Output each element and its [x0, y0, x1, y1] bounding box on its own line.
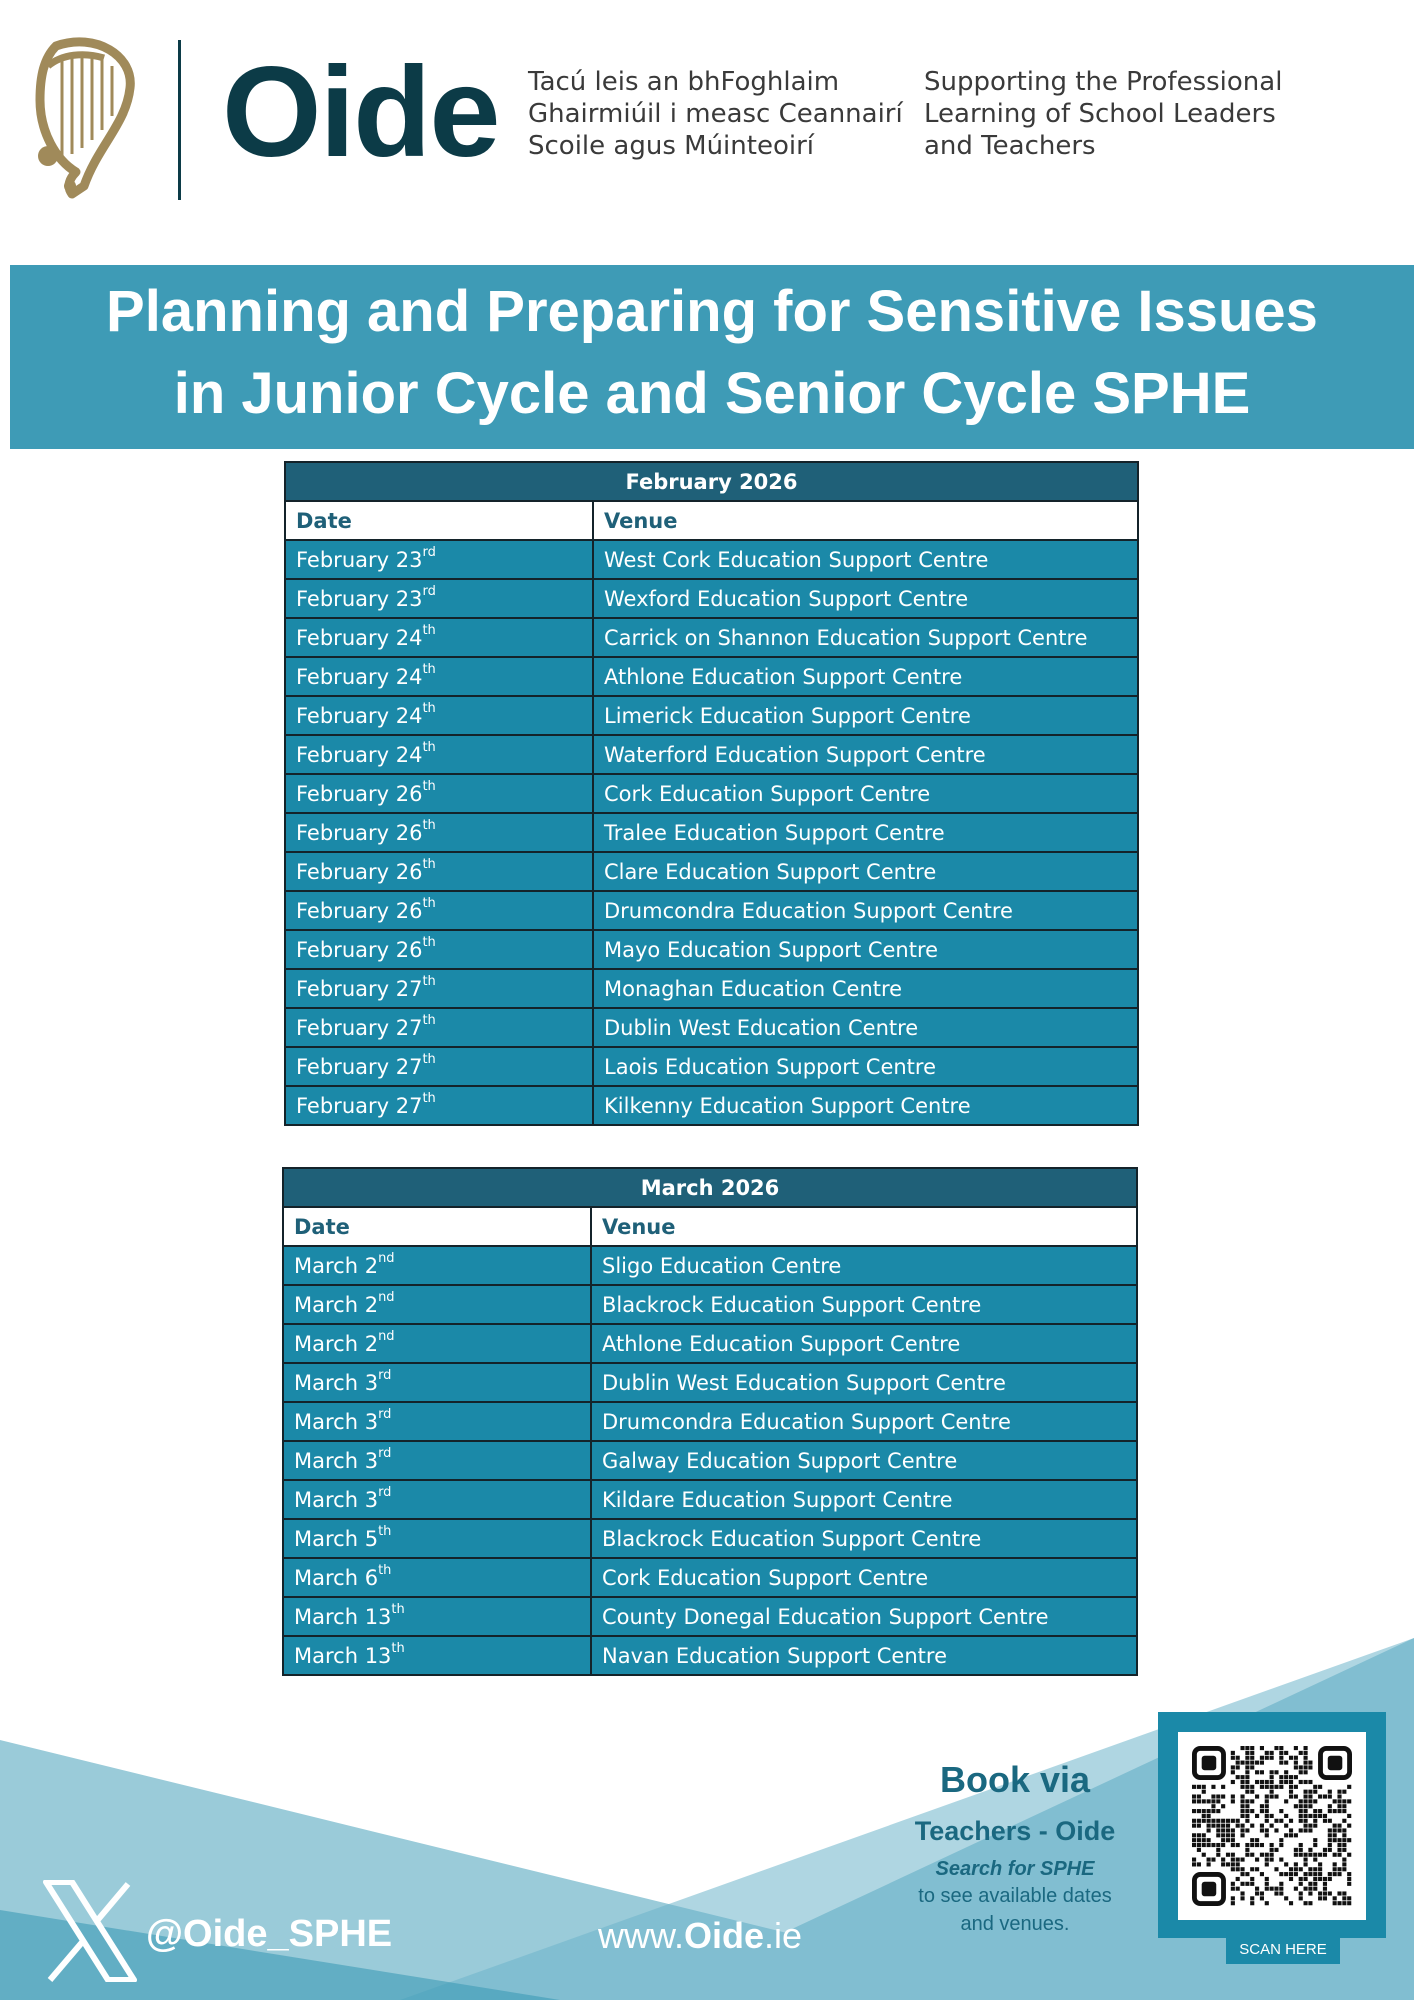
oide-logo: Oide [222, 41, 499, 184]
date-day: February 26 [296, 937, 423, 962]
date-cell [283, 1480, 591, 1519]
march-schedule-table [282, 1167, 1138, 1676]
date-cell [283, 1402, 591, 1441]
website-suffix: .ie [764, 1915, 803, 1956]
scan-here-label: SCAN HERE [1226, 1936, 1340, 1964]
venue-cell: Carrick on Shannon Education Support Centre [593, 618, 1138, 657]
date-cell [285, 618, 593, 657]
date-cell [285, 774, 593, 813]
date-day: February 27 [296, 1093, 423, 1118]
title-banner [10, 265, 1414, 449]
table-row [285, 618, 1138, 657]
date-day: February 23 [296, 547, 423, 572]
harp-icon [26, 36, 138, 200]
date-day: February 27 [296, 1054, 423, 1079]
website-name: Oide [684, 1915, 765, 1956]
date-ordinal-suffix: rd [378, 1445, 392, 1461]
date-day: February 26 [296, 820, 423, 845]
table-row [285, 930, 1138, 969]
date-cell [283, 1285, 591, 1324]
date-day: February 24 [296, 703, 423, 728]
book-via-title: Book via [939, 1759, 1091, 1800]
date-cell [283, 1519, 591, 1558]
date-ordinal-suffix: rd [378, 1484, 392, 1500]
date-ordinal-suffix: th [422, 1012, 436, 1028]
table-row [285, 735, 1138, 774]
table-row [285, 813, 1138, 852]
date-day: March 5 [294, 1526, 379, 1551]
venue-cell: Laois Education Support Centre [593, 1047, 1138, 1086]
february-rows [285, 540, 1138, 1125]
venue-cell: Blackrock Education Support Centre [591, 1519, 1137, 1558]
book-search-hint: Search for SPHE [935, 1858, 1095, 1880]
venue-cell: Blackrock Education Support Centre [591, 1285, 1137, 1324]
table-row [285, 1047, 1138, 1086]
tagline-irish-line: Ghairmiúil i measc Ceannairí [528, 99, 903, 129]
date-day: March 3 [294, 1448, 379, 1473]
date-column-header: Date [283, 1207, 591, 1246]
date-cell [283, 1246, 591, 1285]
venue-cell: Kildare Education Support Centre [591, 1480, 1137, 1519]
venue-cell: Dublin West Education Centre [593, 1008, 1138, 1047]
table-row [283, 1480, 1137, 1519]
table-row [285, 540, 1138, 579]
date-day: February 27 [296, 976, 423, 1001]
date-cell [283, 1324, 591, 1363]
tagline-irish-line: Scoile agus Múinteoirí [528, 131, 814, 161]
date-day: March 13 [294, 1604, 392, 1629]
venue-cell: Cork Education Support Centre [593, 774, 1138, 813]
date-day: March 6 [294, 1565, 379, 1590]
date-column-header: Date [285, 501, 593, 540]
date-ordinal-suffix: rd [422, 583, 436, 599]
date-cell [285, 540, 593, 579]
booking-info [900, 1758, 1130, 1938]
website-link[interactable] [598, 1912, 802, 1960]
date-day: February 24 [296, 625, 423, 650]
date-cell [285, 891, 593, 930]
table-row [283, 1246, 1137, 1285]
date-day: February 27 [296, 1015, 423, 1040]
table-row [283, 1324, 1137, 1363]
date-cell [283, 1441, 591, 1480]
date-cell [285, 813, 593, 852]
venue-cell: Clare Education Support Centre [593, 852, 1138, 891]
venue-cell: West Cork Education Support Centre [593, 540, 1138, 579]
venue-cell: Athlone Education Support Centre [591, 1324, 1137, 1363]
book-via-source: Teachers - Oide [914, 1816, 1116, 1846]
march-rows [283, 1246, 1137, 1675]
table-row [285, 891, 1138, 930]
venue-cell: Drumcondra Education Support Centre [593, 891, 1138, 930]
header [0, 0, 1414, 260]
table-row [283, 1402, 1137, 1441]
date-cell [285, 735, 593, 774]
website-prefix: www. [598, 1915, 685, 1956]
date-ordinal-suffix: th [422, 622, 436, 638]
qr-code-area [1178, 1732, 1366, 1920]
date-ordinal-suffix: rd [378, 1406, 392, 1422]
venue-cell: Tralee Education Support Centre [593, 813, 1138, 852]
table-row [285, 969, 1138, 1008]
date-day: March 2 [294, 1292, 379, 1317]
date-ordinal-suffix: nd [378, 1328, 395, 1344]
venue-column-header: Venue [591, 1207, 1137, 1246]
tagline-irish [528, 66, 903, 162]
tagline-irish-line: Tacú leis an bhFoghlaim [528, 67, 840, 97]
date-ordinal-suffix: th [422, 934, 436, 950]
tagline-english [924, 66, 1282, 162]
tagline-english-line: and Teachers [924, 131, 1096, 161]
date-ordinal-suffix: th [422, 973, 436, 989]
date-cell [285, 852, 593, 891]
date-ordinal-suffix: rd [378, 1367, 392, 1383]
page-title-line-2: in Junior Cycle and Senior Cycle SPHE [173, 361, 1251, 426]
venue-cell: Galway Education Support Centre [591, 1441, 1137, 1480]
date-cell [285, 1086, 593, 1125]
venue-cell: County Donegal Education Support Centre [591, 1597, 1137, 1636]
date-ordinal-suffix: th [422, 1090, 436, 1106]
table-row [283, 1441, 1137, 1480]
date-ordinal-suffix: th [422, 856, 436, 872]
date-day: March 3 [294, 1409, 379, 1434]
table-row [285, 852, 1138, 891]
date-cell [285, 1008, 593, 1047]
table-row [283, 1519, 1137, 1558]
table-row [285, 579, 1138, 618]
date-ordinal-suffix: th [391, 1640, 405, 1656]
qr-code-icon[interactable] [1192, 1746, 1352, 1906]
date-cell [285, 696, 593, 735]
date-ordinal-suffix: th [422, 739, 436, 755]
venue-cell: Sligo Education Centre [591, 1246, 1137, 1285]
date-day: February 26 [296, 781, 423, 806]
date-day: February 26 [296, 859, 423, 884]
table-row [285, 774, 1138, 813]
date-cell [285, 969, 593, 1008]
venue-cell: Mayo Education Support Centre [593, 930, 1138, 969]
venue-cell: Dublin West Education Support Centre [591, 1363, 1137, 1402]
venue-cell: Drumcondra Education Support Centre [591, 1402, 1137, 1441]
table-row [285, 1086, 1138, 1125]
february-heading: February 2026 [285, 462, 1138, 501]
date-day: February 24 [296, 664, 423, 689]
date-ordinal-suffix: nd [378, 1250, 395, 1266]
february-schedule-table [284, 461, 1139, 1126]
date-day: February 23 [296, 586, 423, 611]
table-row [283, 1363, 1137, 1402]
date-ordinal-suffix: th [378, 1562, 392, 1578]
venue-cell: Navan Education Support Centre [591, 1636, 1137, 1675]
date-cell [285, 657, 593, 696]
date-cell [285, 930, 593, 969]
date-day: March 2 [294, 1253, 379, 1278]
date-day: March 13 [294, 1643, 392, 1668]
date-day: March 2 [294, 1331, 379, 1356]
date-ordinal-suffix: th [422, 895, 436, 911]
venue-cell: Athlone Education Support Centre [593, 657, 1138, 696]
table-row [285, 696, 1138, 735]
date-cell [283, 1558, 591, 1597]
book-note-line: and venues. [960, 1913, 1070, 1935]
date-cell [285, 1047, 593, 1086]
tagline-english-line: Supporting the Professional [924, 67, 1283, 97]
tagline-english-line: Learning of School Leaders [924, 99, 1276, 129]
date-day: March 3 [294, 1487, 379, 1512]
table-row [285, 1008, 1138, 1047]
date-ordinal-suffix: th [378, 1523, 392, 1539]
date-ordinal-suffix: th [391, 1601, 405, 1617]
march-heading: March 2026 [283, 1168, 1137, 1207]
date-ordinal-suffix: th [422, 817, 436, 833]
x-logo-icon[interactable] [42, 1880, 138, 1982]
date-ordinal-suffix: th [422, 1051, 436, 1067]
venue-cell: Waterford Education Support Centre [593, 735, 1138, 774]
date-ordinal-suffix: th [422, 661, 436, 677]
venue-cell: Wexford Education Support Centre [593, 579, 1138, 618]
date-ordinal-suffix: rd [422, 544, 436, 560]
table-row [285, 657, 1138, 696]
date-cell [285, 579, 593, 618]
venue-cell: Kilkenny Education Support Centre [593, 1086, 1138, 1125]
page-title-line-1: Planning and Preparing for Sensitive Issues [106, 279, 1318, 344]
date-ordinal-suffix: th [422, 700, 436, 716]
venue-cell: Monaghan Education Centre [593, 969, 1138, 1008]
social-handle[interactable]: @Oide_SPHE [146, 1913, 393, 1955]
qr-code-frame [1158, 1712, 1386, 1938]
date-day: March 3 [294, 1370, 379, 1395]
date-ordinal-suffix: th [422, 778, 436, 794]
venue-cell: Limerick Education Support Centre [593, 696, 1138, 735]
date-day: February 24 [296, 742, 423, 767]
table-row [283, 1558, 1137, 1597]
venue-column-header: Venue [593, 501, 1138, 540]
date-cell [283, 1363, 591, 1402]
table-row [283, 1285, 1137, 1324]
book-note-line: to see available dates [918, 1885, 1112, 1907]
date-day: February 26 [296, 898, 423, 923]
logo-divider [178, 40, 181, 200]
venue-cell: Cork Education Support Centre [591, 1558, 1137, 1597]
date-ordinal-suffix: nd [378, 1289, 395, 1305]
